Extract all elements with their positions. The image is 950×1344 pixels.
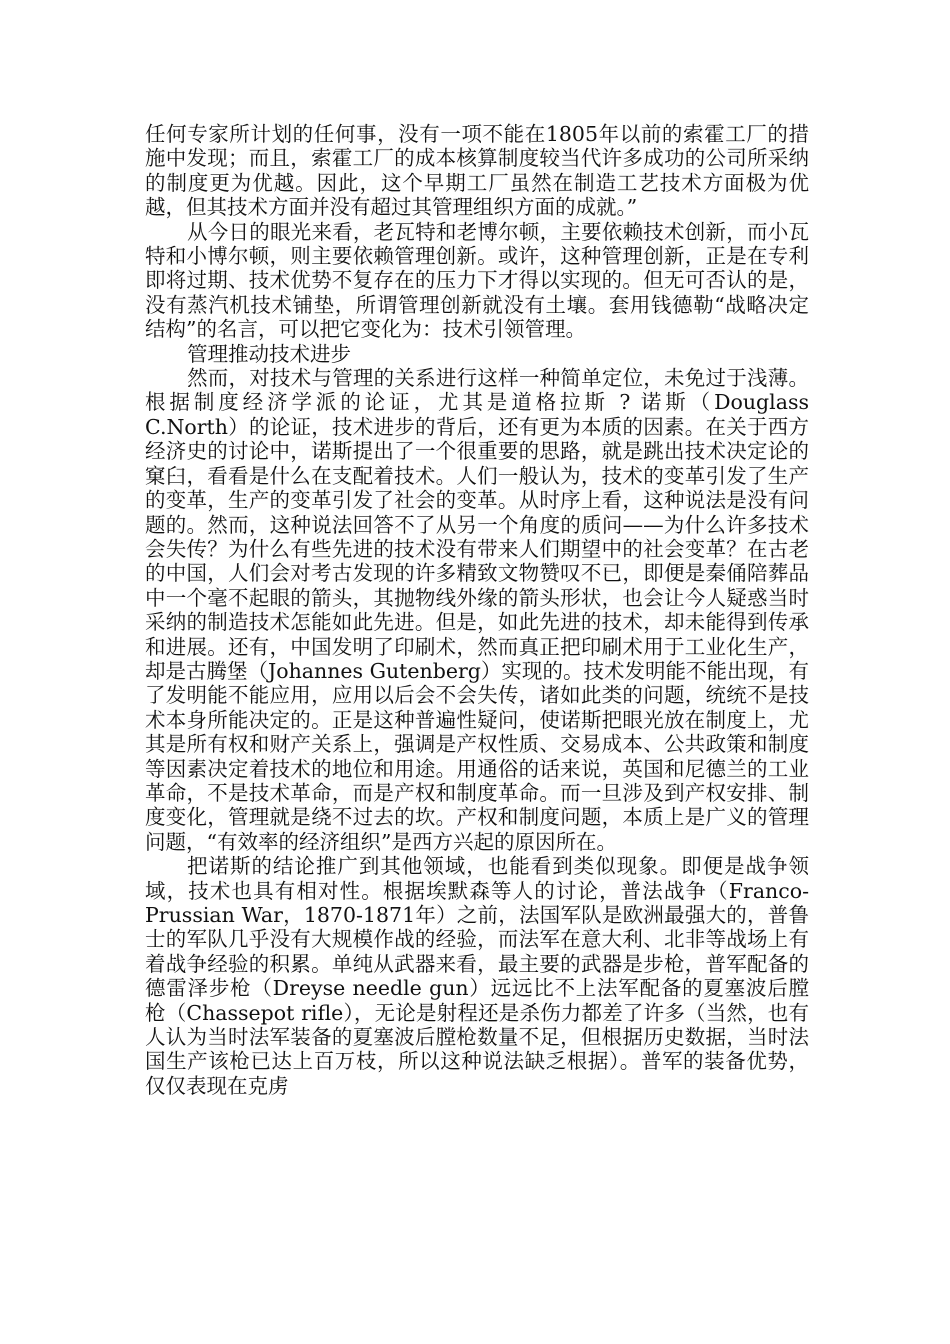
paragraph-watt-boulton: 从今日的眼光来看，老瓦特和老博尔顿，主要依赖技术创新，而小瓦特和小博尔顿，则主要依赖管理创新。或许，这种管理创新，正是在专利即将过期、技术优势不复存在的压力下才得以实现的。但无可否认的是，没有蒸汽机技术铺垫，所谓管理创新就没有土壤。套用钱德勒“战略决定结构”的名言，可以把它变化为：技术引领管理。: [145, 219, 809, 342]
paragraph-franco-prussian-war: 把诺斯的结论推广到其他领域，也能看到类似现象。即便是战争领域，技术也具有相对性。根据埃默森等人的讨论，普法战争（Franco-Prussian War，1870-1871年）之前，法国军队是欧洲最强大的，普鲁士的军队几乎没有大规模作战的经验，而法军在意大利、北非等战场上有着战争经验的积累。单纯从武器来看，最主要的武器是步枪，普军配备的德雷泽步枪（Dreyse needle gun）远远比不上法军配备的夏塞波后膛枪（Chassepot rifle），无论是射程还是杀伤力都差了许多（当然，也有人认为当时法军装备的夏塞波后膛枪数量不足，但根据历史数据，当时法国生产该枪已达上百万枝，所以这种说法缺乏根据）。普军的装备优势，仅仅表现在克虏: [145, 854, 809, 1098]
document-body: [145, 122, 809, 1098]
section-heading: 管理推动技术进步: [187, 341, 351, 366]
paragraph-north-theory: 然而，对技术与管理的关系进行这样一种简单定位，未免过于浅薄。根据制度经济学派的论证，尤其是道格拉斯 ? 诺斯（Douglass C.North）的论证，技术进步的背后，还有更为本质的因素。在关于西方经济史的讨论中，诺斯提出了一个很重要的思路，就是跳出技术决定论的窠臼，看看是什么在支配着技术。人们一般认为，技术的变革引发了生产的变革，生产的变革引发了社会的变革。从时序上看，这种说法是没有问题的。然而，这种说法回答不了从另一个角度的质问——为什么许多技术会失传？为什么有些先进的技术没有带来人们期望中的社会变革？在古老的中国，人们会对考古发现的许多精致文物赞叹不已，即便是秦俑陪葬品中一个毫不起眼的箭头，其抛物线外缘的箭头形状，也会让今人疑惑当时采纳的制造技术怎能如此先进。但是，如此先进的技术，却未能得到传承和进展。还有，中国发明了印刷术，然而真正把印刷术用于工业化生产，却是古腾堡（Johannes Gutenberg）实现的。技术发明能不能出现，有了发明能不能应用，应用以后会不会失传，诸如此类的问题，统统不是技术本身所能决定的。正是这种普遍性疑问，使诺斯把眼光放在制度上，尤其是所有权和财产关系上，强调是产权性质、交易成本、公共政策和制度等因素决定着技术的地位和用途。用通俗的话来说，英国和尼德兰的工业革命，不是技术革命，而是产权和制度革命。而一旦涉及到产权安排、制度变化，管理就是绕不过去的坎。产权和制度问题，本质上是广义的管理问题，“有效率的经济组织”是西方兴起的原因所在。: [145, 366, 809, 854]
paragraph-quote-end: 任何专家所计划的任何事，没有一项不能在1805年以前的索霍工厂的措施中发现；而且，索霍工厂的成本核算制度较当代许多成功的公司所采纳的制度更为优越。因此，这个早期工厂虽然在制造工艺技术方面极为优越，但其技术方面并没有超过其管理组织方面的成就。”: [145, 122, 809, 220]
